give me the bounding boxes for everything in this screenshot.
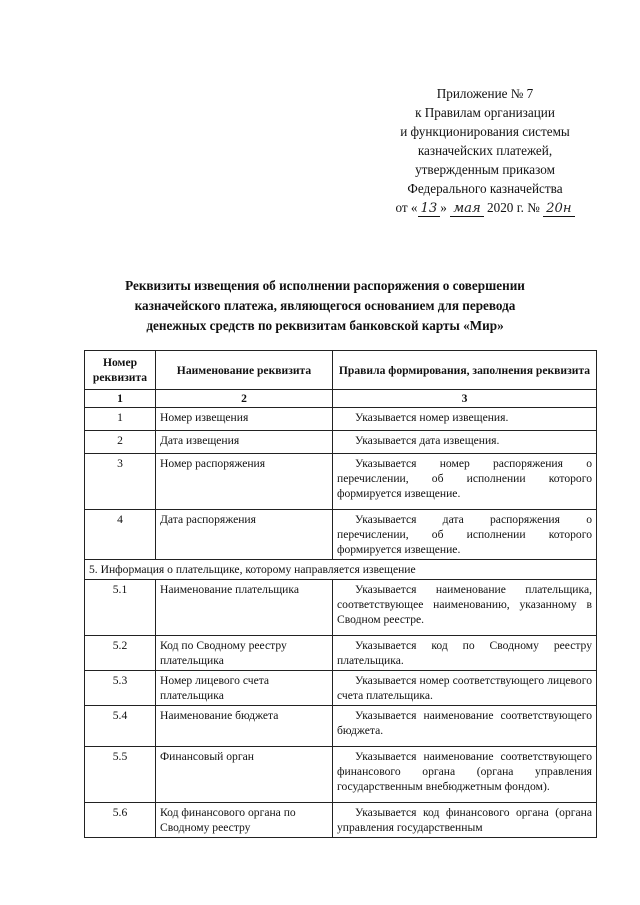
row-rule: Указывается наименование плательщика, соответствующее наименованию, указанному в Сводном реестре. — [333, 580, 597, 636]
table-row — [85, 803, 597, 838]
title-line: денежных средств по реквизитам банковской карты «Мир» — [146, 318, 504, 333]
row-name: Код по Сводному реестру плательщика — [156, 636, 333, 671]
row-number: 2 — [85, 431, 156, 454]
table-header-row — [85, 351, 597, 390]
section-title: 5. Информация о плательщике, которому направляется извещение — [85, 560, 597, 580]
table-row — [85, 580, 597, 636]
row-name: Номер распоряжения — [156, 454, 333, 510]
row-rule: Указывается код финансового органа (органа управления государственным — [333, 803, 597, 838]
row-name: Код финансового органа по Сводному реестру — [156, 803, 333, 838]
appendix-line: к Правилам организации — [415, 105, 555, 120]
row-number: 5.6 — [85, 803, 156, 838]
table-row — [85, 454, 597, 510]
row-rule: Указывается код по Сводному реестру плательщика. — [333, 636, 597, 671]
table-row — [85, 510, 597, 560]
row-name: Дата распоряжения — [156, 510, 333, 560]
row-rule: Указывается дата распоряжения о перечислении, об исполнении которого формируется извещение. — [333, 510, 597, 560]
row-name: Номер извещения — [156, 408, 333, 431]
row-number: 5.4 — [85, 706, 156, 747]
date-mid: » — [440, 200, 447, 215]
title-line: казначейского платежа, являющегося основанием для перевода — [134, 298, 516, 313]
row-number: 5.5 — [85, 747, 156, 803]
row-name: Наименование бюджета — [156, 706, 333, 747]
table-row — [85, 671, 597, 706]
row-rule: Указывается номер извещения. — [333, 408, 597, 431]
appendix-line: Федерального казначейства — [407, 181, 563, 196]
appendix-line: Приложение № 7 — [436, 86, 534, 101]
order-date-line — [340, 198, 630, 218]
row-number: 5.3 — [85, 671, 156, 706]
row-name: Дата извещения — [156, 431, 333, 454]
header-rules: Правила формирования, заполнения реквизита — [333, 351, 597, 390]
handwritten-day: 13 — [418, 201, 441, 217]
table-row — [85, 747, 597, 803]
header-name: Наименование реквизита — [156, 351, 333, 390]
appendix-header — [340, 84, 630, 218]
row-name: Номер лицевого счета плательщика — [156, 671, 333, 706]
requisites-table — [84, 350, 597, 838]
row-rule: Указывается номер соответствующего лицевого счета плательщика. — [333, 671, 597, 706]
date-year: 2020 г. № — [487, 200, 540, 215]
row-number: 5.1 — [85, 580, 156, 636]
row-name: Финансовый орган — [156, 747, 333, 803]
index-cell: 2 — [156, 390, 333, 408]
row-name: Наименование плательщика — [156, 580, 333, 636]
table-row — [85, 706, 597, 747]
column-index-row — [85, 390, 597, 408]
appendix-line: утвержденным приказом — [415, 162, 555, 177]
handwritten-order-number: 20н — [543, 201, 574, 217]
row-number: 3 — [85, 454, 156, 510]
appendix-line: казначейских платежей, — [417, 143, 553, 158]
header-number: Номер реквизита — [85, 351, 156, 390]
title-line: Реквизиты извещения об исполнении распоряжения о совершении — [125, 278, 525, 293]
row-rule: Указывается наименование соответствующего финансового органа (органа управления государственным внебюджетным фондом). — [333, 747, 597, 803]
index-cell: 1 — [85, 390, 156, 408]
row-rule: Указывается наименование соответствующего бюджета. — [333, 706, 597, 747]
appendix-line: и функционирования системы — [400, 124, 570, 139]
index-cell: 3 — [333, 390, 597, 408]
section-row — [85, 560, 597, 580]
row-number: 1 — [85, 408, 156, 431]
row-number: 4 — [85, 510, 156, 560]
document-title — [80, 276, 570, 336]
table-row — [85, 431, 597, 454]
row-rule: Указывается дата извещения. — [333, 431, 597, 454]
row-number: 5.2 — [85, 636, 156, 671]
table-row — [85, 636, 597, 671]
date-prefix: от « — [395, 200, 418, 215]
table-row — [85, 408, 597, 431]
row-rule: Указывается номер распоряжения о перечислении, об исполнении которого формируется извещение. — [333, 454, 597, 510]
handwritten-month: мая — [450, 201, 484, 217]
